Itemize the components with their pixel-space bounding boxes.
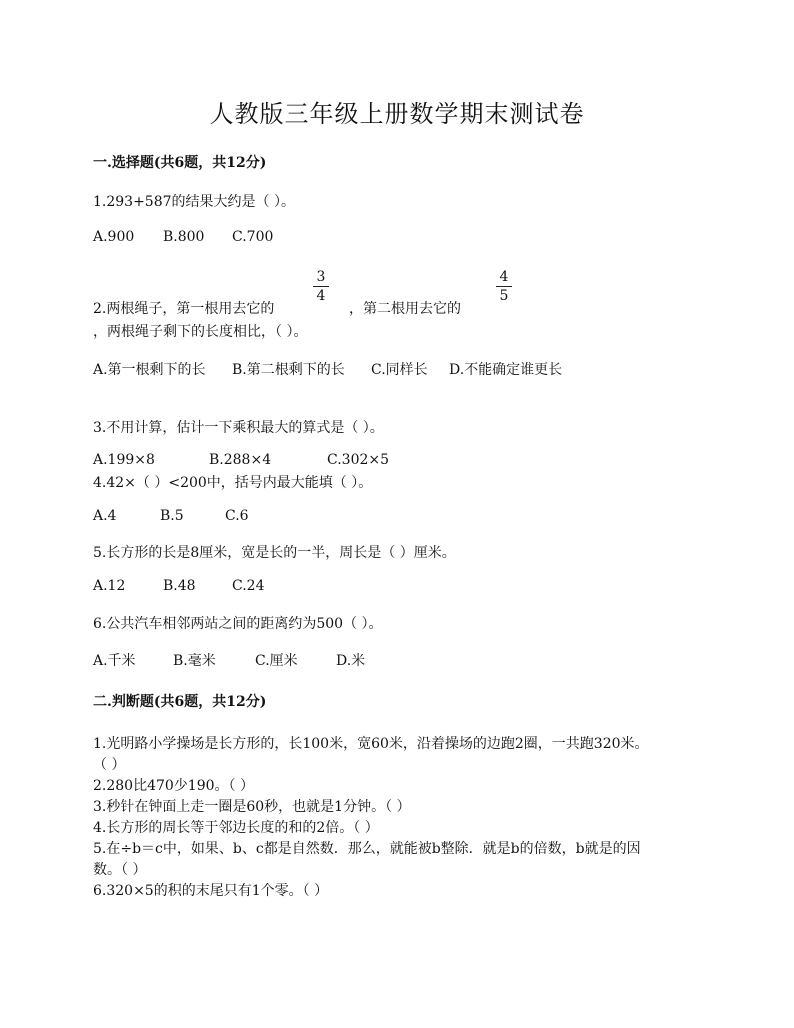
option-b: B.毫米 [173, 653, 216, 669]
option-b: B.第二根剩下的长 [232, 362, 345, 378]
question-2-part-b: ，第二根用去它的 [349, 301, 461, 317]
fraction-bar [313, 286, 329, 287]
question-3: 3.不用计算，估计一下乘积最大的算式是（ ）。 [93, 420, 384, 436]
judgement-1-bracket: （ ） [93, 757, 126, 773]
option-c: C.6 [225, 508, 249, 524]
question-1: 1.293+587的结果大约是（ ）。 [93, 194, 295, 210]
question-5: 5.长方形的长是8厘米，宽是长的一半，周长是（ ）厘米。 [93, 545, 456, 561]
option-a: A.12 [93, 578, 126, 594]
option-d: D.不能确定谁更长 [449, 362, 563, 378]
option-c: C.700 [232, 229, 274, 245]
option-c: C.302×5 [327, 452, 390, 468]
page-title: 人教版三年级上册数学期末测试卷 [209, 100, 585, 128]
fraction-denominator: 4 [316, 288, 326, 304]
option-a: A.第一根剩下的长 [93, 362, 206, 378]
fraction-three-quarters [313, 270, 329, 303]
judgement-1: 1.光明路小学操场是长方形的，长100米，宽60米，沿着操场的边跑2圈，一共跑320米。 [93, 736, 649, 752]
question-4: 4.42×（ ）<200中，括号内最大能填（ ）。 [93, 475, 373, 491]
option-a: A.199×8 [93, 452, 155, 468]
fraction-numerator: 3 [316, 269, 326, 285]
option-c: C.24 [232, 578, 265, 594]
question-2-part-c: ，两根绳子剩下的长度相比，（ ）。 [93, 324, 308, 340]
option-b: B.288×4 [209, 452, 272, 468]
option-b: B.800 [163, 229, 205, 245]
fraction-four-fifths [496, 270, 512, 303]
judgement-4: 4.长方形的周长等于邻边长度的和的2倍。（ ） [93, 820, 379, 836]
question-6: 6.公共汽车相邻两站之间的距离约为500（ ）。 [93, 616, 383, 632]
option-a: A.千米 [93, 653, 136, 669]
option-b: B.48 [163, 578, 196, 594]
question-2-part-a: 2.两根绳子，第一根用去它的 [93, 301, 275, 317]
judgement-5: 5.在÷b＝c中，如果、b、c都是自然数．那么，就能被b整除．就是b的倍数，b就是的因 [93, 841, 641, 857]
option-b: B.5 [160, 508, 184, 524]
fraction-bar [496, 286, 512, 287]
fraction-denominator: 5 [499, 288, 509, 304]
option-a: A.900 [93, 229, 135, 245]
option-c: C.同样长 [371, 362, 428, 378]
option-d: D.米 [336, 653, 366, 669]
option-c: C.厘米 [255, 653, 298, 669]
section-heading-choice: 一.选择题(共6题，共12分) [93, 155, 267, 171]
section-heading-judgement: 二.判断题(共6题，共12分) [93, 694, 267, 710]
judgement-5-continued: 数。（ ） [93, 862, 147, 878]
judgement-2: 2.280比470少190。（ ） [93, 778, 254, 794]
judgement-6: 6.320×5的积的末尾只有1个零。（ ） [93, 883, 329, 899]
judgement-3: 3.秒针在钟面上走一圈是60秒，也就是1分钟。（ ） [93, 799, 411, 815]
fraction-numerator: 4 [499, 269, 509, 285]
option-a: A.4 [93, 508, 117, 524]
